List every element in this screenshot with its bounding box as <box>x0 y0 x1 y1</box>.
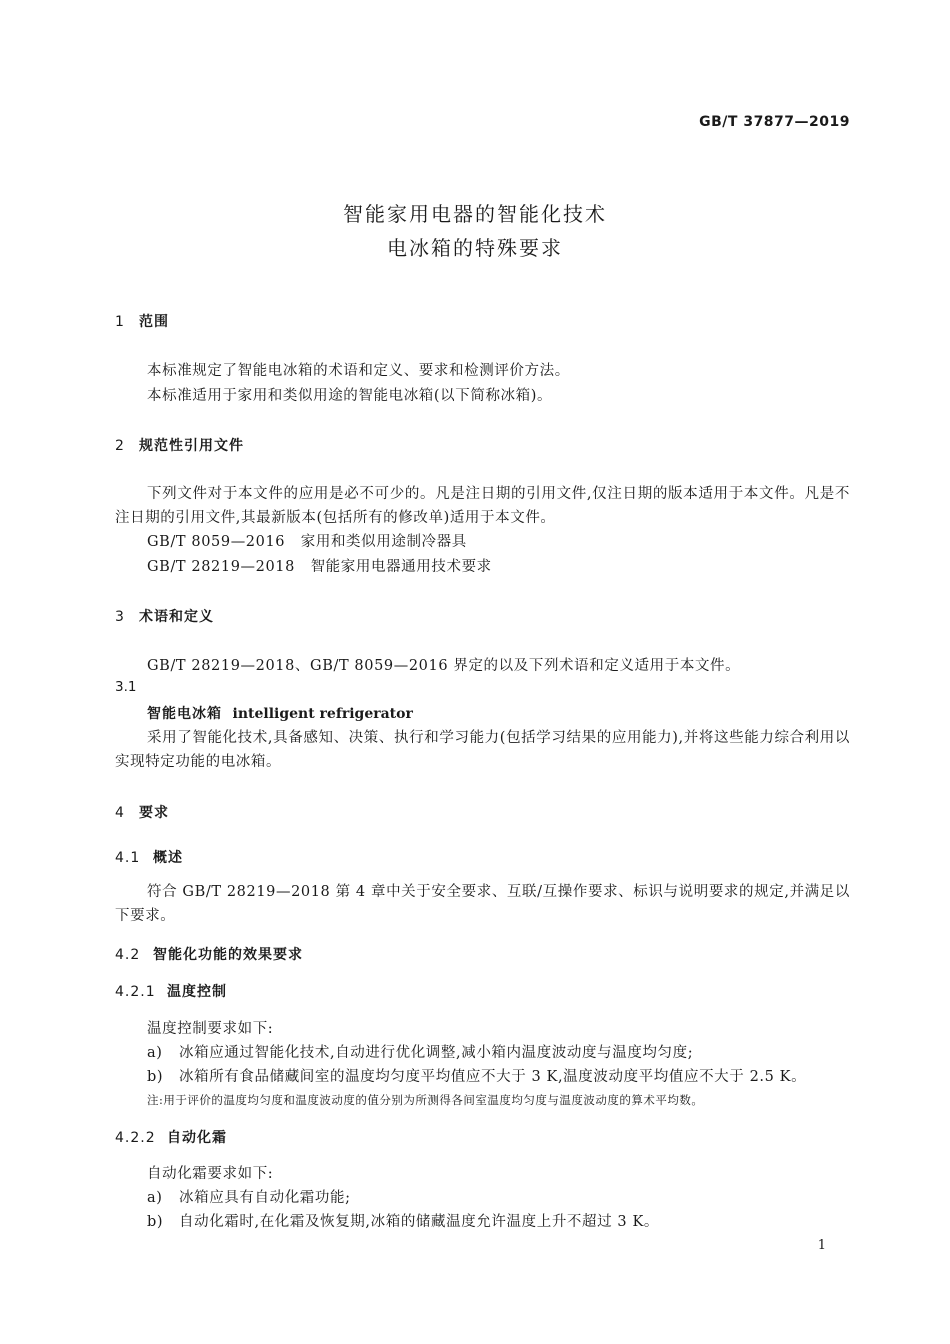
paragraph: 本标准规定了智能电冰箱的术语和定义、要求和检测评价方法。 <box>147 363 570 379</box>
section-title: 要求 <box>139 805 169 821</box>
paragraph: 下列文件对于本文件的应用是必不可少的。凡是注日期的引用文件,仅注日期的版本适用于本文件。凡是不注日期的引用文件,其最新版本(包括所有的修改单)适用于本文件。 <box>115 486 850 526</box>
section-title: 术语和定义 <box>139 609 214 625</box>
subsection-4-2-heading <box>115 944 303 964</box>
paragraph: 符合 GB/T 28219—2018 第 4 章中关于安全要求、互联/互操作要求、标识与说明要求的规定,并满足以下要求。 <box>115 884 850 924</box>
paragraph: GB/T 28219—2018、GB/T 8059—2016 界定的以及下列术语和定义适用于本文件。 <box>147 658 741 674</box>
term-cn: 智能电冰箱 <box>147 706 222 722</box>
page-number: 1 <box>817 1238 826 1253</box>
paragraph: 温度控制要求如下: <box>147 1021 274 1037</box>
list-item-marker: b) <box>147 1069 164 1085</box>
list-item <box>147 1186 351 1207</box>
reference-title: 智能家用电器通用技术要求 <box>310 559 492 575</box>
list-item-text: 冰箱应具有自动化霜功能; <box>179 1190 351 1206</box>
standard-number: GB/T 37877—2019 <box>699 114 850 130</box>
term-entry <box>147 703 413 723</box>
list-item-marker: a) <box>147 1045 163 1061</box>
paragraph: 自动化霜要求如下: <box>147 1166 274 1182</box>
section-2-heading <box>115 435 244 455</box>
section-4-heading <box>115 802 169 822</box>
section-number: 4.2.2 <box>115 1130 156 1146</box>
section-number: 4.1 <box>115 850 141 866</box>
term-en: intelligent refrigerator <box>232 706 413 722</box>
list-item-marker: b) <box>147 1214 164 1230</box>
reference-item <box>147 555 492 576</box>
section-title: 自动化霜 <box>167 1130 227 1146</box>
subsection-4-2-1-heading <box>115 981 227 1001</box>
term-number: 3.1 <box>115 679 137 695</box>
list-item <box>147 1065 806 1086</box>
section-3-heading <box>115 606 214 626</box>
list-item <box>147 1041 693 1062</box>
term-definition: 采用了智能化技术,具备感知、决策、执行和学习能力(包括学习结果的应用能力),并将这些能力综合利用以实现特定功能的电冰箱。 <box>115 730 850 770</box>
paragraph: 本标准适用于家用和类似用途的智能电冰箱(以下简称冰箱)。 <box>147 388 553 404</box>
section-title: 规范性引用文件 <box>139 438 244 454</box>
section-number: 4 <box>115 805 125 821</box>
document-title-line2: 电冰箱的特殊要求 <box>387 236 563 260</box>
note: 注:用于评价的温度均匀度和温度波动度的值分别为所测得各间室温度均匀度与温度波动度的算术平均数。 <box>147 1093 704 1107</box>
section-title: 概述 <box>153 850 183 866</box>
reference-item <box>147 530 467 551</box>
list-item <box>147 1210 659 1231</box>
section-1-heading <box>115 311 169 331</box>
section-number: 4.2.1 <box>115 984 156 1000</box>
reference-code: GB/T 28219—2018 <box>147 559 295 575</box>
list-item-text: 冰箱所有食品储藏间室的温度均匀度平均值应不大于 3 K,温度波动度平均值应不大于 2.5 K。 <box>179 1069 807 1085</box>
section-number: 4.2 <box>115 947 141 963</box>
section-number: 3 <box>115 609 125 625</box>
section-title: 智能化功能的效果要求 <box>153 947 303 963</box>
list-item-text: 自动化霜时,在化霜及恢复期,冰箱的储藏温度允许温度上升不超过 3 K。 <box>179 1214 659 1230</box>
reference-title: 家用和类似用途制冷器具 <box>300 534 467 550</box>
section-number: 1 <box>115 314 125 330</box>
reference-code: GB/T 8059—2016 <box>147 534 286 550</box>
section-number: 2 <box>115 438 125 454</box>
list-item-text: 冰箱应通过智能化技术,自动进行优化调整,减小箱内温度波动度与温度均匀度; <box>179 1045 694 1061</box>
document-title-line1: 智能家用电器的智能化技术 <box>343 202 607 226</box>
section-title: 温度控制 <box>167 984 227 1000</box>
subsection-4-1-heading <box>115 847 183 867</box>
subsection-4-2-2-heading <box>115 1127 227 1147</box>
list-item-marker: a) <box>147 1190 163 1206</box>
section-title: 范围 <box>139 314 169 330</box>
